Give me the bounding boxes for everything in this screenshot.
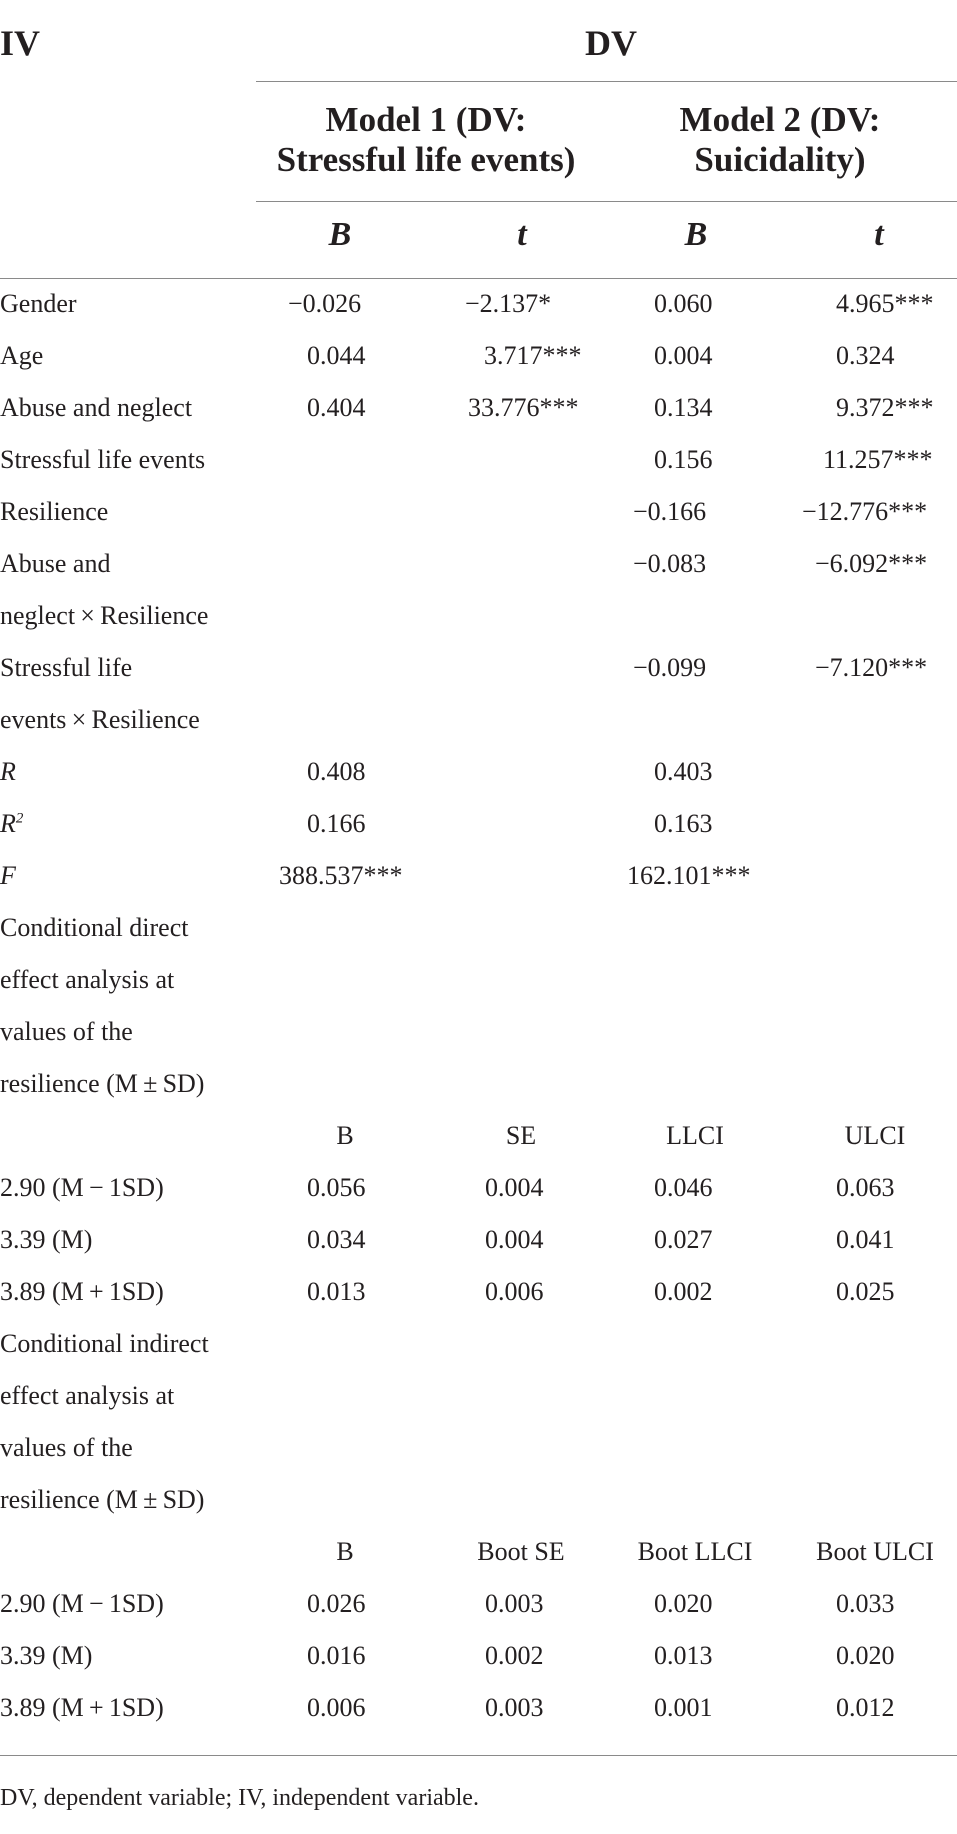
row-label: Stressful life bbox=[0, 653, 133, 682]
fit-label-f: F bbox=[0, 861, 16, 890]
value-cell: 0.404 bbox=[307, 393, 366, 422]
value-cell: 0.003 bbox=[485, 1589, 544, 1618]
value-cell: 0.004 bbox=[485, 1173, 544, 1202]
section-title-line: Conditional indirect bbox=[0, 1329, 209, 1358]
row-label: events × Resilience bbox=[0, 705, 200, 734]
row-label: Abuse and bbox=[0, 549, 111, 578]
value-cell: 0.044 bbox=[307, 341, 366, 370]
value-cell: 0.013 bbox=[654, 1641, 713, 1670]
value-cell: 0.034 bbox=[307, 1225, 366, 1254]
column-header: B bbox=[336, 1121, 354, 1150]
fit-label-r: R bbox=[0, 757, 16, 786]
section-title-line: Conditional direct bbox=[0, 913, 189, 942]
model-rule bbox=[256, 201, 957, 202]
row-label: Abuse and neglect bbox=[0, 393, 193, 422]
row-label: Gender bbox=[0, 289, 77, 318]
value-cell: 0.002 bbox=[485, 1641, 544, 1670]
value-cell: −0.166 bbox=[633, 497, 707, 526]
value-cell: 0.020 bbox=[836, 1641, 895, 1670]
value-cell: 0.046 bbox=[654, 1173, 713, 1202]
value-cell: −0.099 bbox=[633, 653, 707, 682]
section-title-line: effect analysis at bbox=[0, 1381, 175, 1410]
value-cell: 0.408 bbox=[307, 757, 366, 786]
row-label: 2.90 (M − 1SD) bbox=[0, 1589, 164, 1618]
value-cell: 0.020 bbox=[654, 1589, 713, 1618]
value-cell: 0.004 bbox=[485, 1225, 544, 1254]
value-cell: 0.013 bbox=[307, 1277, 366, 1306]
value-cell: −6.092*** bbox=[815, 549, 928, 578]
value-cell: 0.324 bbox=[836, 341, 895, 370]
value-cell: 0.026 bbox=[307, 1589, 366, 1618]
value-cell: 0.025 bbox=[836, 1277, 895, 1306]
subheader-b-model1: B bbox=[328, 216, 352, 253]
value-cell: 0.001 bbox=[654, 1693, 713, 1722]
value-cell: 0.166 bbox=[307, 809, 366, 838]
row-label: 3.89 (M + 1SD) bbox=[0, 1277, 164, 1306]
header-rule bbox=[0, 278, 957, 279]
value-cell: 0.056 bbox=[307, 1173, 366, 1202]
value-cell: 0.156 bbox=[654, 445, 713, 474]
section-title-line: resilience (M ± SD) bbox=[0, 1069, 205, 1098]
value-cell: 0.063 bbox=[836, 1173, 895, 1202]
value-cell: 0.134 bbox=[654, 393, 713, 422]
dv-rule bbox=[256, 81, 957, 82]
row-label: Age bbox=[0, 341, 44, 370]
model1-header-line2: Stressful life events) bbox=[276, 140, 576, 179]
section-title-line: values of the bbox=[0, 1017, 133, 1046]
subheader-b-model2: B bbox=[684, 216, 708, 253]
dv-header: DV bbox=[585, 23, 637, 63]
subheader-t-model2: t bbox=[874, 216, 884, 253]
value-cell: 0.004 bbox=[654, 341, 713, 370]
subheader-t-model1: t bbox=[517, 216, 527, 253]
column-header: Boot ULCI bbox=[816, 1537, 934, 1566]
value-cell: 3.717*** bbox=[484, 341, 582, 370]
r2-symbol: R bbox=[0, 809, 16, 838]
model2-header-line1: Model 2 (DV: bbox=[679, 100, 881, 139]
column-header: LLCI bbox=[666, 1121, 724, 1150]
column-header: SE bbox=[505, 1121, 537, 1150]
column-header: Boot LLCI bbox=[637, 1537, 753, 1566]
row-label: Stressful life events bbox=[0, 445, 206, 474]
value-cell: 162.101*** bbox=[627, 861, 751, 890]
value-cell: 0.003 bbox=[485, 1693, 544, 1722]
value-cell: 4.965*** bbox=[836, 289, 934, 318]
value-cell: 0.027 bbox=[654, 1225, 713, 1254]
column-header: B bbox=[336, 1537, 354, 1566]
value-cell: 33.776*** bbox=[468, 393, 579, 422]
value-cell: 0.060 bbox=[654, 289, 713, 318]
value-cell: 0.163 bbox=[654, 809, 713, 838]
row-label: 3.89 (M + 1SD) bbox=[0, 1693, 164, 1722]
row-label: 3.39 (M) bbox=[0, 1225, 93, 1254]
bottom-rule bbox=[0, 1755, 957, 1756]
section-title-line: values of the bbox=[0, 1433, 133, 1462]
value-cell: 0.403 bbox=[654, 757, 713, 786]
value-cell: 0.041 bbox=[836, 1225, 895, 1254]
row-label: 3.39 (M) bbox=[0, 1641, 93, 1670]
r2-superscript: 2 bbox=[15, 810, 24, 827]
value-cell: 0.006 bbox=[307, 1693, 366, 1722]
iv-header: IV bbox=[0, 23, 41, 63]
section-title-line: resilience (M ± SD) bbox=[0, 1485, 205, 1514]
model1-header-line1: Model 1 (DV: bbox=[325, 100, 527, 139]
value-cell: 11.257*** bbox=[823, 445, 933, 474]
table-footnote: DV, dependent variable; IV, independent variable. bbox=[0, 1785, 479, 1811]
row-label: 2.90 (M − 1SD) bbox=[0, 1173, 164, 1202]
row-label: neglect × Resilience bbox=[0, 601, 209, 630]
value-cell: 0.016 bbox=[307, 1641, 366, 1670]
value-cell: −7.120*** bbox=[815, 653, 928, 682]
column-header: ULCI bbox=[844, 1121, 906, 1150]
value-cell: −2.137* bbox=[465, 289, 552, 318]
value-cell: 0.006 bbox=[485, 1277, 544, 1306]
model1-header bbox=[256, 100, 596, 180]
section-title-line: effect analysis at bbox=[0, 965, 175, 994]
model2-header bbox=[607, 100, 953, 180]
value-cell: 0.033 bbox=[836, 1589, 895, 1618]
value-cell: 0.002 bbox=[654, 1277, 713, 1306]
value-cell: 9.372*** bbox=[836, 393, 934, 422]
row-label: Resilience bbox=[0, 497, 109, 526]
column-header: Boot SE bbox=[477, 1537, 565, 1566]
fit-label-r2 bbox=[0, 809, 23, 839]
model2-header-line2: Suicidality) bbox=[694, 140, 866, 179]
value-cell: 388.537*** bbox=[279, 861, 403, 890]
value-cell: 0.012 bbox=[836, 1693, 895, 1722]
value-cell: −0.083 bbox=[633, 549, 707, 578]
value-cell: −12.776*** bbox=[802, 497, 928, 526]
value-cell: −0.026 bbox=[288, 289, 362, 318]
